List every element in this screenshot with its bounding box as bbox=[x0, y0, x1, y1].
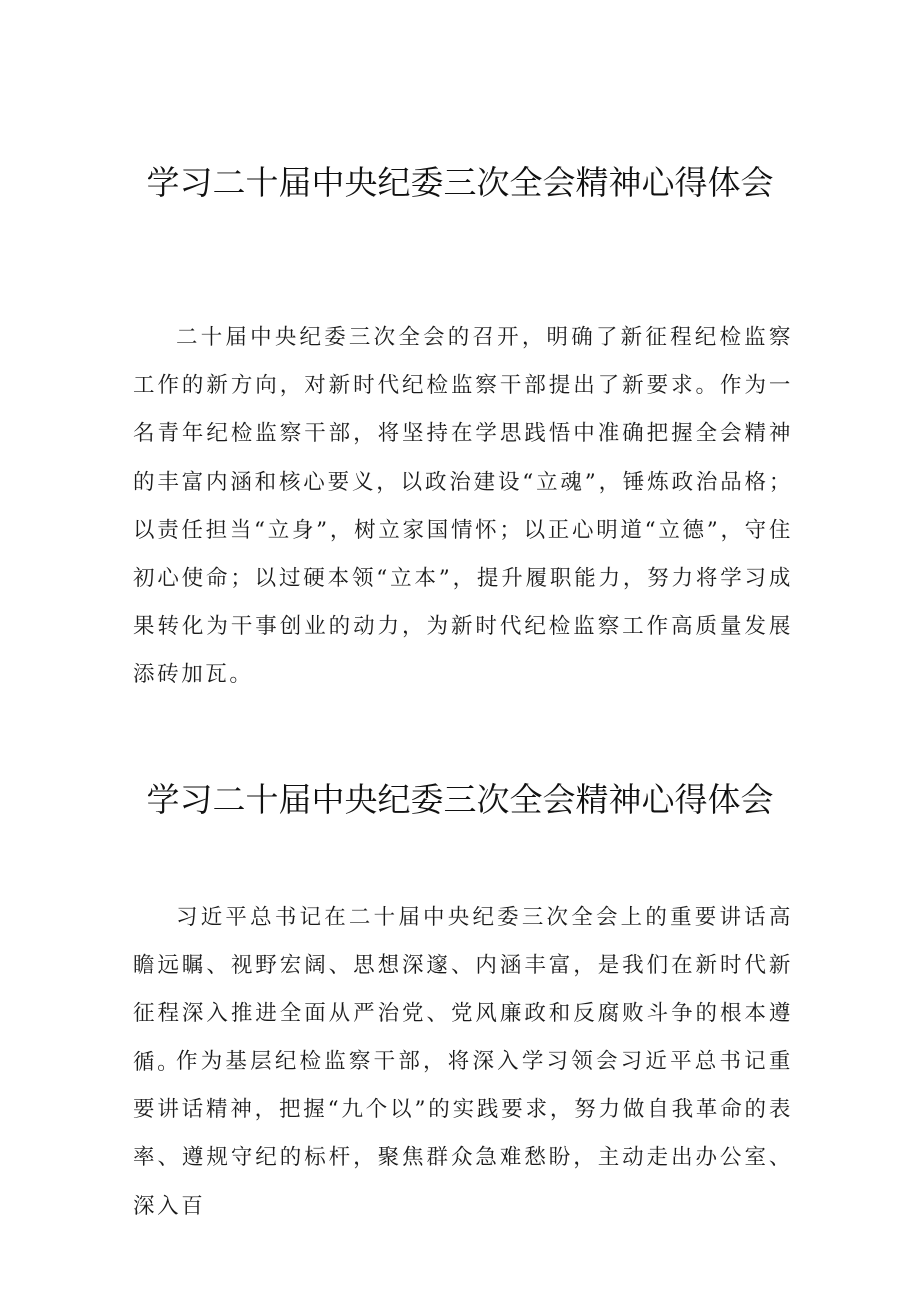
section-1-title: 学习二十届中央纪委三次全会精神心得体会 bbox=[146, 163, 774, 202]
section-2-title: 学习二十届中央纪委三次全会精神心得体会 bbox=[146, 780, 774, 819]
section-1-paragraph-1: 二十届中央纪委三次全会的召开，明确了新征程纪检监察工作的新方向，对新时代纪检监察干部提出了新要求。作为一名青年纪检监察干部，将坚持在学思践悟中准确把握全会精神的丰富内涵和核心要义，以政治建设“立魂”，锤炼政治品格；以责任担当“立身”，树立家国情怀；以正心明道“立德”，守住初心使命；以过硬本领“立本”，提升履职能力，努力将学习成果转化为干事创业的动力，为新时代纪检监察工作高质量发展添砖加瓦。 bbox=[133, 325, 793, 688]
section-2-paragraph-1: 习近平总书记在二十届中央纪委三次全会上的重要讲话高瞻远瞩、视野宏阔、思想深邃、内涵丰富，是我们在新时代新征程深入推进全面从严治党、党风廉政和反腐败斗争的根本遵循。 bbox=[133, 905, 793, 1075]
section-2-paragraph-2: 作为基层纪检监察干部，将深入学习领会习近平总书记重要讲话精神，把握“九个以”的实践要求，努力做自我革命的表率、遵规守纪的标杆，聚焦群众急难愁盼，主动走出办公室、深入百 bbox=[133, 1049, 793, 1219]
